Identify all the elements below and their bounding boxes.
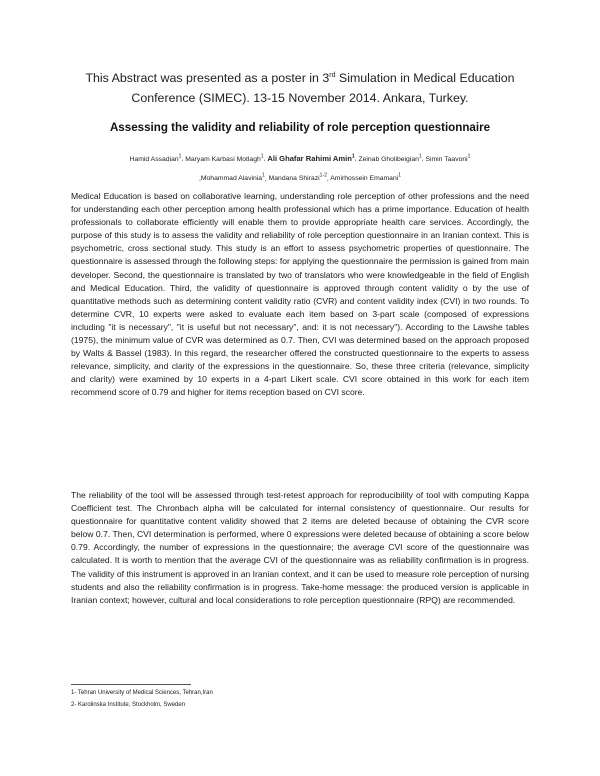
header-line-2: Conference (SIMEC). 13-15 November 2014. Ankara, Turkey. <box>131 91 469 106</box>
author: Simin Taavoni$^1$ <box>425 153 471 163</box>
author-line-2: ,Mohammad Alavinia$^1$, Mandana Shirazi$^{1-2}$, Amirhossein Emamani$^1$ <box>198 172 402 182</box>
paper-title: Assessing the validity and reliability of role perception questionnaire <box>109 121 491 134</box>
abstract-paragraph-1: Medical Education is based on collaborative learning, understanding role perception of other professions and the need for understanding each other perception among health professional which has a prime importance. Education of health professionals to collaborate efficiently will enable them to provide appropriate health care services. Accordingly, the purpose of this study is to assess the validity and reliability of role perception questionnaire in an Iranian context. This is psychometric, cross sectional study. This study is an effort to assess psychometric properties of questionnaire. The questionnaire is assessed through the following steps: for applying the questionnaire the permission is gained from main developer. Second, the questionnaire is translated by two of translators who were knowledgeable in the field of English and Medical Education. Third, the validity of questionnaire is approved through content validity o by the use of quantitative methods such as determining content validity ratio (CVR) and content validity index (CVI) in two rounds. To determine CVR, 10 experts were asked to evaluate each item based on 3-part scale (composed of expressions including "it is necessary", "it is useful but not necessary", and: it is not necessary"). According to the Lawshe tables (1975), the minimum value of CVR was determined as 0.7. Then, CVI was determined based on the approach proposed by Walts & Bassel (1983). In this regard, the researcher offered the constructed questionnaire to the experts to assess relevance, simplicity, and clarity of the expressions in the questionnaire. So, these three criteria (relevance, simplicity and clarity) were examined by 10 experts in a 4-part Likert scale. CVI score obtained in this work for each item recommend score of 0.79 and higher for items reception based on CVI score. <box>71 191 529 398</box>
author-line-1: Hamid Assadian$^1$, Maryam Karbasi Motlagh$^1$, Ali Ghafar Rahimi Amin$^1$, Zeinab Gholibeigian$^1$, Simin Taavoni$^1$ <box>129 153 471 163</box>
abstract-paragraph-2: The reliability of the tool will be assessed through test-retest approach for reproducibility of tool with computing Kappa Coefficient test. The Chronbach alpha will be calculated for internal consistency of questionnaire. Our results for questionnaire for quantitative content validity showed that 2 items are deleted because of obtaining the CVR score below 0.7. Then, CVI determination is performed, where 0 expressions were deleted because of obtaining a score below 0.79. Accordingly, the number of expressions in the questionnaire; the average CVI score of the questionnaire was calculated. It is worth to mention that the average CVI of the questionnaire was as reliability confirmation is in progress. The validity of this instrument is approved in an Iranian context, and it can be used to measure role perception of nursing students and also the reliability confirmation is in progress. Take-home message: the produced version is applicable in Iranian context; however, cultural and local considerations to role perception questionnaire (RPQ) are recommended. <box>71 490 529 605</box>
author: Amirhossein Emamani$^1$ <box>330 172 402 182</box>
author: Mandana Shirazi$^{1-2}$ <box>268 172 327 182</box>
header-line-1: This Abstract was presented as a poster in 3rd Simulation in Medical Education <box>85 71 515 86</box>
footnote-1: 1- Tehran University of Medical Sciences, Tehran,Iran <box>71 690 213 696</box>
author: Mohammad Alavinia$^1$ <box>200 172 265 182</box>
author: Maryam Karbasi Motlagh$^1$ <box>185 153 264 163</box>
ordinal-superscript: rd <box>329 72 336 79</box>
conference-header <box>40 66 560 108</box>
author-list <box>52 148 548 187</box>
author-presenting: Ali Ghafar Rahimi Amin$^1$ <box>267 153 355 163</box>
footnotes <box>71 687 371 711</box>
author: Zeinab Gholibeigian$^1$ <box>358 153 422 163</box>
footnote-2: 2- Karolinska Institute, Stockholm, Sweden <box>71 702 186 708</box>
footnote-divider <box>71 684 191 685</box>
author: Hamid Assadian$^1$ <box>129 153 182 163</box>
